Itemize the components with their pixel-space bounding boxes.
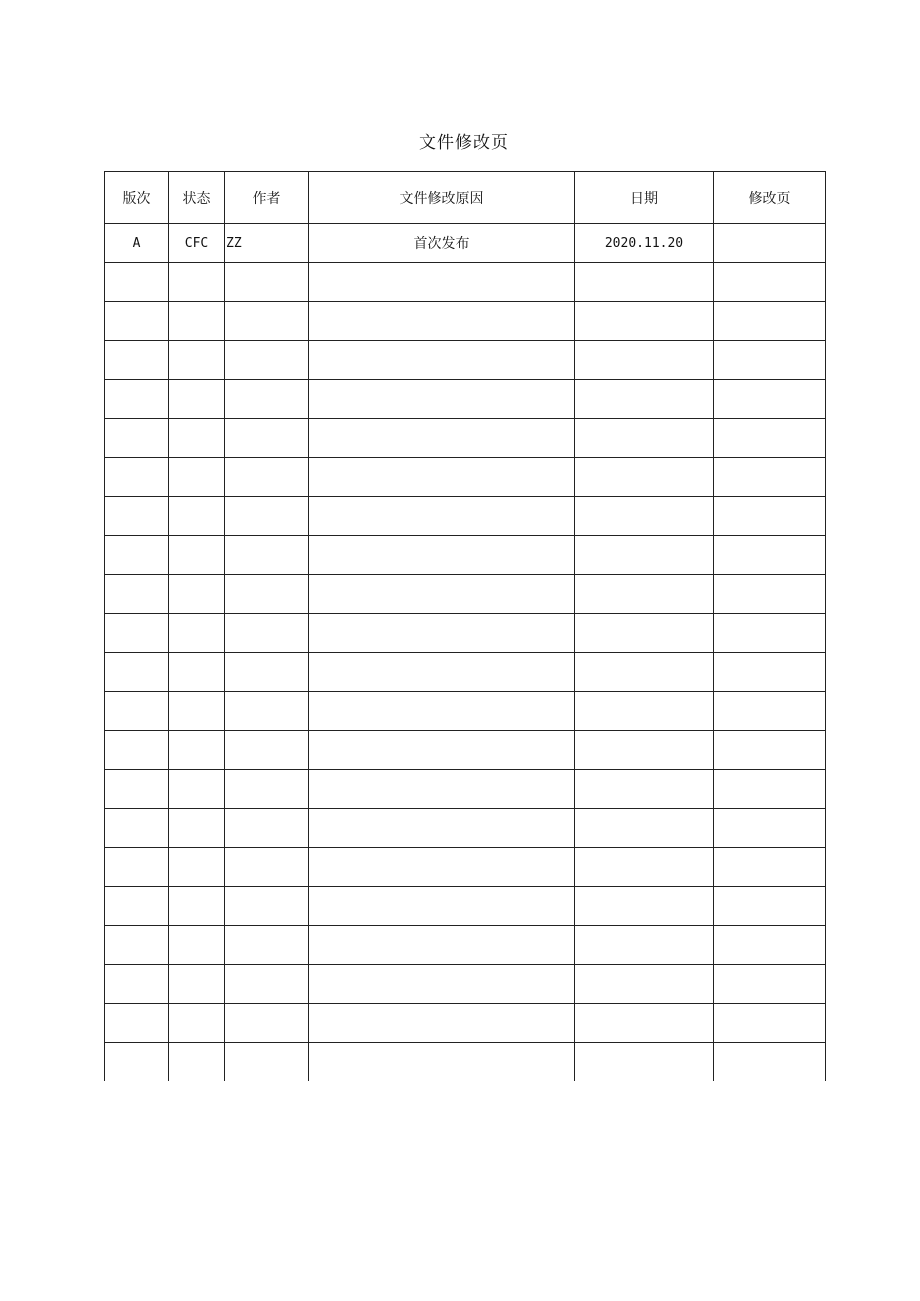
cell-status — [169, 341, 225, 380]
cell-reason — [309, 731, 575, 770]
cell-version — [105, 1043, 169, 1082]
cell-author — [225, 965, 309, 1004]
cell-status — [169, 848, 225, 887]
cell-date — [575, 458, 714, 497]
cell-version — [105, 653, 169, 692]
cell-status — [169, 926, 225, 965]
cell-reason — [309, 419, 575, 458]
cell-reason — [309, 848, 575, 887]
table-row — [105, 341, 826, 380]
cell-status — [169, 887, 225, 926]
cell-author — [225, 575, 309, 614]
cell-status — [169, 1004, 225, 1043]
column-header-reason: 文件修改原因 — [309, 172, 575, 224]
cell-pages — [714, 653, 826, 692]
cell-reason — [309, 614, 575, 653]
cell-author — [225, 926, 309, 965]
cell-status — [169, 497, 225, 536]
cell-version — [105, 926, 169, 965]
table-row — [105, 848, 826, 887]
table-row — [105, 809, 826, 848]
table-row — [105, 302, 826, 341]
cell-status — [169, 536, 225, 575]
cell-pages — [714, 419, 826, 458]
cell-author — [225, 458, 309, 497]
table-row — [105, 965, 826, 1004]
cell-reason — [309, 497, 575, 536]
cell-pages — [714, 263, 826, 302]
cell-status — [169, 458, 225, 497]
cell-pages — [714, 965, 826, 1004]
cell-pages — [714, 380, 826, 419]
cell-pages — [714, 848, 826, 887]
cell-status — [169, 263, 225, 302]
cell-version — [105, 692, 169, 731]
table-body — [105, 224, 826, 1082]
cell-pages — [714, 770, 826, 809]
cell-reason — [309, 380, 575, 419]
table-row — [105, 692, 826, 731]
cell-date — [575, 341, 714, 380]
cell-author — [225, 263, 309, 302]
cell-version — [105, 575, 169, 614]
cell-date — [575, 653, 714, 692]
table-row — [105, 1004, 826, 1043]
cell-status — [169, 614, 225, 653]
cell-date — [575, 731, 714, 770]
cell-status — [169, 1043, 225, 1082]
cell-pages — [714, 497, 826, 536]
cell-status: CFC — [169, 224, 225, 263]
cell-version — [105, 770, 169, 809]
cell-status — [169, 653, 225, 692]
cell-status — [169, 419, 225, 458]
cell-pages — [714, 926, 826, 965]
cell-reason — [309, 926, 575, 965]
cell-date — [575, 926, 714, 965]
table-row — [105, 224, 826, 263]
cell-version — [105, 302, 169, 341]
cell-reason: 首次发布 — [309, 224, 575, 263]
cell-reason — [309, 887, 575, 926]
cell-reason — [309, 263, 575, 302]
cell-version — [105, 887, 169, 926]
cell-date: 2020.11.20 — [575, 224, 714, 263]
cell-pages — [714, 731, 826, 770]
table-row — [105, 1043, 826, 1082]
cell-date — [575, 536, 714, 575]
cell-version — [105, 614, 169, 653]
cell-version — [105, 536, 169, 575]
cell-reason — [309, 575, 575, 614]
cell-author — [225, 653, 309, 692]
cell-version — [105, 263, 169, 302]
cell-date — [575, 1043, 714, 1082]
cell-date — [575, 809, 714, 848]
column-header-version: 版次 — [105, 172, 169, 224]
cell-author — [225, 419, 309, 458]
cell-status — [169, 965, 225, 1004]
cell-pages — [714, 809, 826, 848]
cell-pages — [714, 692, 826, 731]
cell-version — [105, 1004, 169, 1043]
cell-reason — [309, 341, 575, 380]
cell-date — [575, 614, 714, 653]
cell-pages — [714, 536, 826, 575]
cell-author — [225, 302, 309, 341]
table-row — [105, 497, 826, 536]
cell-author — [225, 692, 309, 731]
table-header-row — [105, 172, 826, 224]
table-row — [105, 263, 826, 302]
cell-pages — [714, 887, 826, 926]
cell-pages — [714, 1004, 826, 1043]
cell-status — [169, 692, 225, 731]
cell-version: A — [105, 224, 169, 263]
cell-version — [105, 809, 169, 848]
cell-reason — [309, 965, 575, 1004]
table-row — [105, 536, 826, 575]
table-row — [105, 458, 826, 497]
cell-reason — [309, 770, 575, 809]
table-row — [105, 770, 826, 809]
cell-author — [225, 1043, 309, 1082]
cell-date — [575, 887, 714, 926]
table-row — [105, 926, 826, 965]
column-header-author: 作者 — [225, 172, 309, 224]
cell-pages — [714, 302, 826, 341]
cell-author — [225, 341, 309, 380]
table-row — [105, 653, 826, 692]
cell-status — [169, 731, 225, 770]
cell-version — [105, 731, 169, 770]
cell-author — [225, 770, 309, 809]
cell-pages — [714, 341, 826, 380]
cell-status — [169, 770, 225, 809]
cell-status — [169, 302, 225, 341]
cell-date — [575, 575, 714, 614]
table-row — [105, 575, 826, 614]
cell-version — [105, 419, 169, 458]
cell-date — [575, 419, 714, 458]
cell-version — [105, 497, 169, 536]
cell-reason — [309, 458, 575, 497]
cell-pages — [714, 614, 826, 653]
cell-date — [575, 965, 714, 1004]
cell-date — [575, 380, 714, 419]
cell-date — [575, 263, 714, 302]
cell-reason — [309, 653, 575, 692]
revision-table — [104, 171, 826, 1081]
cell-author — [225, 1004, 309, 1043]
cell-reason — [309, 536, 575, 575]
cell-reason — [309, 1043, 575, 1082]
cell-pages — [714, 1043, 826, 1082]
cell-date — [575, 497, 714, 536]
cell-pages — [714, 224, 826, 263]
cell-author — [225, 848, 309, 887]
table-row — [105, 419, 826, 458]
cell-version — [105, 965, 169, 1004]
cell-reason — [309, 692, 575, 731]
cell-author — [225, 887, 309, 926]
cell-author — [225, 380, 309, 419]
table-row — [105, 380, 826, 419]
cell-date — [575, 692, 714, 731]
cell-reason — [309, 302, 575, 341]
page-title: 文件修改页 — [419, 133, 509, 153]
cell-status — [169, 380, 225, 419]
cell-author — [225, 809, 309, 848]
cell-date — [575, 770, 714, 809]
cell-author — [225, 731, 309, 770]
cell-pages — [714, 458, 826, 497]
cell-date — [575, 848, 714, 887]
cell-pages — [714, 575, 826, 614]
cell-reason — [309, 1004, 575, 1043]
table-row — [105, 731, 826, 770]
cell-author — [225, 497, 309, 536]
cell-author: ZZ — [225, 224, 309, 263]
cell-version — [105, 458, 169, 497]
cell-date — [575, 1004, 714, 1043]
cell-date — [575, 302, 714, 341]
table-row — [105, 614, 826, 653]
cell-status — [169, 809, 225, 848]
cell-author — [225, 536, 309, 575]
cell-version — [105, 848, 169, 887]
cell-version — [105, 341, 169, 380]
cell-status — [169, 575, 225, 614]
cell-version — [105, 380, 169, 419]
column-header-pages: 修改页 — [714, 172, 826, 224]
column-header-date: 日期 — [575, 172, 714, 224]
table-row — [105, 887, 826, 926]
cell-author — [225, 614, 309, 653]
cell-reason — [309, 809, 575, 848]
column-header-status: 状态 — [169, 172, 225, 224]
